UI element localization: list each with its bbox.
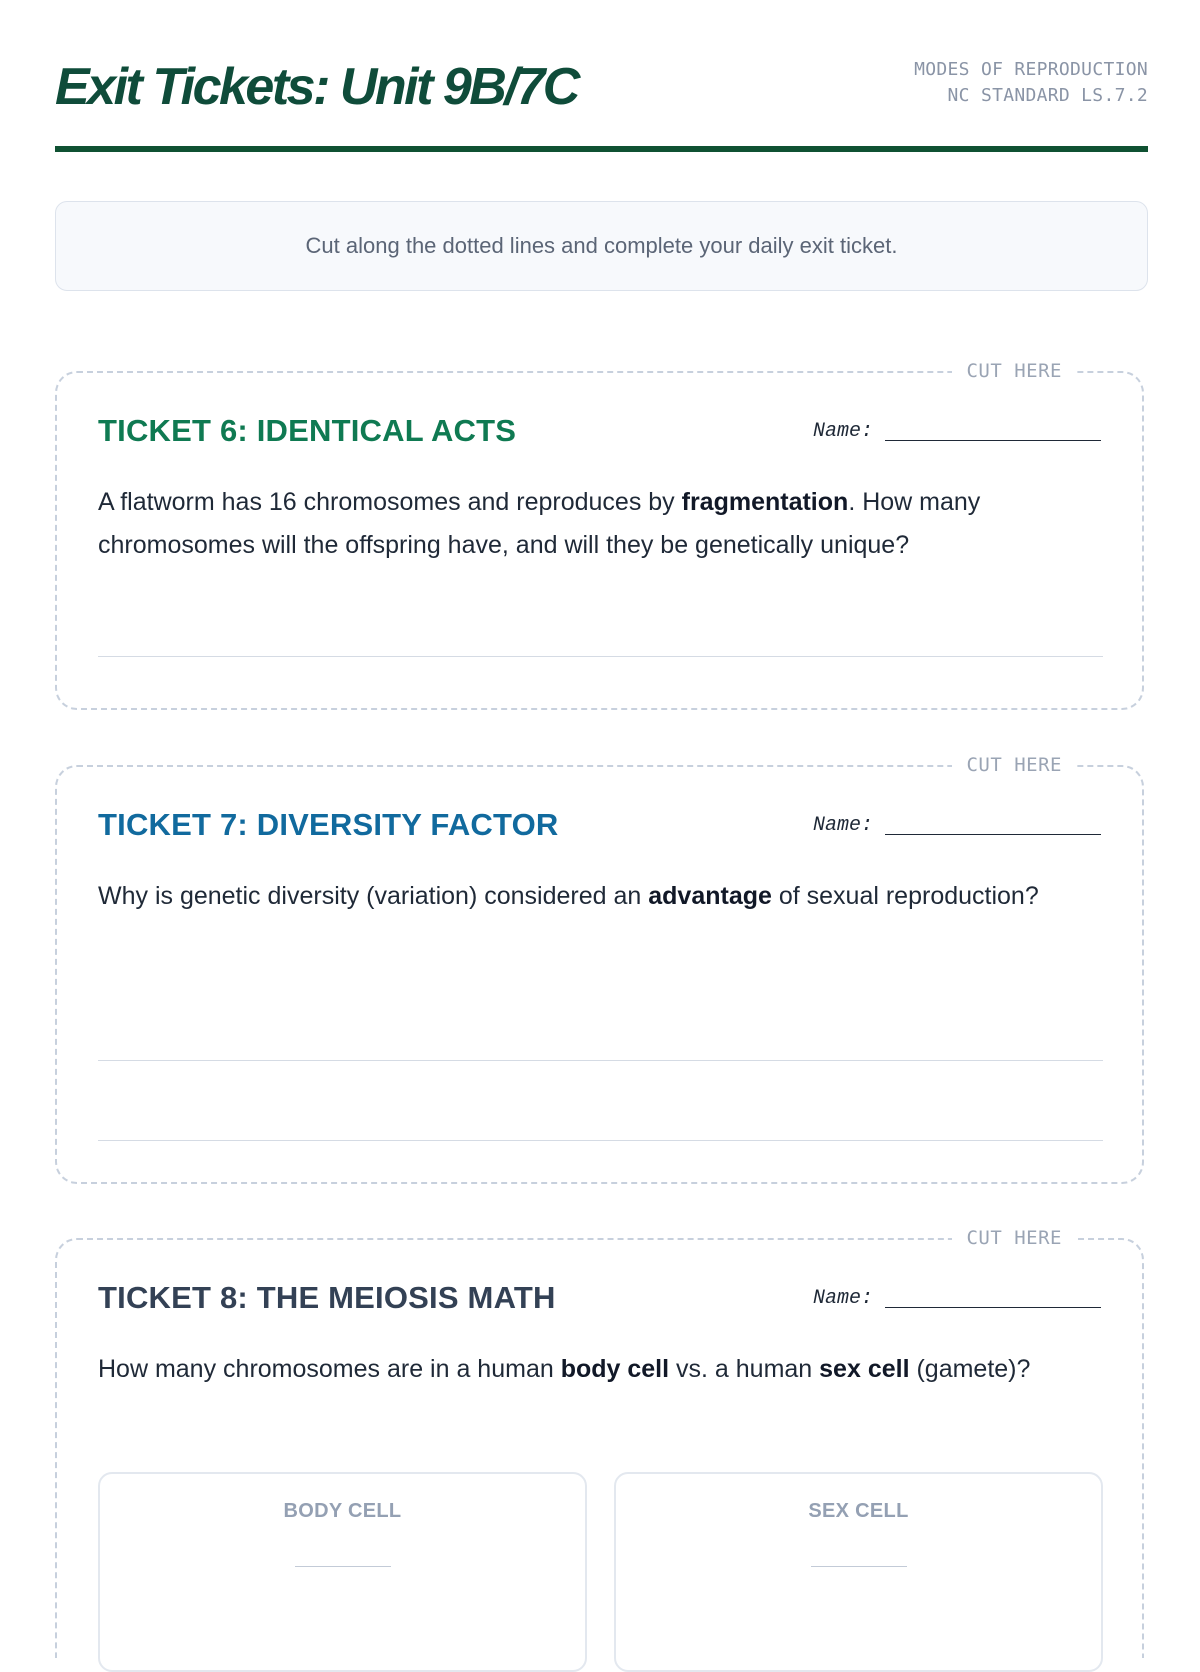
name-blank[interactable] (885, 440, 1101, 441)
name-field[interactable] (813, 813, 1101, 839)
cut-here-label: CUT HERE (952, 751, 1076, 779)
name-field[interactable] (813, 419, 1101, 445)
body-cell-blank[interactable] (295, 1566, 391, 1567)
exit-ticket-8 (55, 1227, 1144, 1658)
instructions-text: Cut along the dotted lines and complete your daily exit ticket. (305, 233, 898, 258)
name-label: Name: (812, 1287, 873, 1310)
cut-here-label: CUT HERE (952, 357, 1076, 385)
question-text: How many chromosomes are in a human (98, 1355, 561, 1383)
answer-line[interactable] (98, 656, 1103, 657)
question-keyword: advantage (648, 882, 772, 910)
name-field[interactable] (813, 1286, 1101, 1312)
answer-line[interactable] (98, 1140, 1103, 1141)
topic-label: MODES OF REPRODUCTION (914, 59, 1148, 80)
unit-meta (914, 57, 1148, 109)
question-keyword: body cell (560, 1355, 670, 1383)
cut-here-label: CUT HERE (952, 1224, 1076, 1252)
worksheet-header (55, 52, 1148, 152)
exit-ticket-6 (55, 360, 1144, 710)
question-text: vs. a human (669, 1355, 820, 1383)
worksheet-page (55, 0, 1148, 1600)
name-label: Name: (812, 814, 873, 837)
ticket-title: TICKET 8: THE MEIOSIS MATH (98, 1280, 556, 1315)
ticket-title: TICKET 7: DIVERSITY FACTOR (98, 807, 559, 842)
question-text: of sexual reproduction? (771, 882, 1039, 910)
question-text: A flatworm has 16 chromosomes and reproduces by (98, 488, 682, 516)
ticket-question (98, 1348, 1103, 1391)
body-cell-answer-box[interactable] (98, 1472, 587, 1672)
ticket-title: TICKET 6: IDENTICAL ACTS (98, 413, 517, 448)
name-label: Name: (812, 420, 873, 443)
question-text: Why is genetic diversity (variation) considered an (98, 882, 649, 910)
standard-label: NC STANDARD LS.7.2 (947, 85, 1148, 106)
page-title: Exit Tickets: Unit 9B/7C (55, 58, 578, 116)
name-blank[interactable] (885, 834, 1101, 835)
name-blank[interactable] (885, 1307, 1101, 1308)
sex-cell-label: SEX CELL (808, 1500, 909, 1522)
question-text: (gamete)? (909, 1355, 1031, 1383)
body-cell-label: BODY CELL (283, 1500, 402, 1522)
instructions-box (55, 201, 1148, 291)
question-text: . How many chromosomes will the offspring have, and will they be genetically unique? (98, 488, 981, 559)
question-keyword: fragmentation (681, 488, 849, 516)
sex-cell-answer-box[interactable] (614, 1472, 1103, 1672)
exit-ticket-7 (55, 754, 1144, 1184)
ticket-question (98, 481, 1103, 567)
answer-line[interactable] (98, 1060, 1103, 1061)
ticket-question (98, 875, 1103, 918)
question-keyword: sex cell (819, 1355, 910, 1383)
sex-cell-blank[interactable] (811, 1566, 907, 1567)
